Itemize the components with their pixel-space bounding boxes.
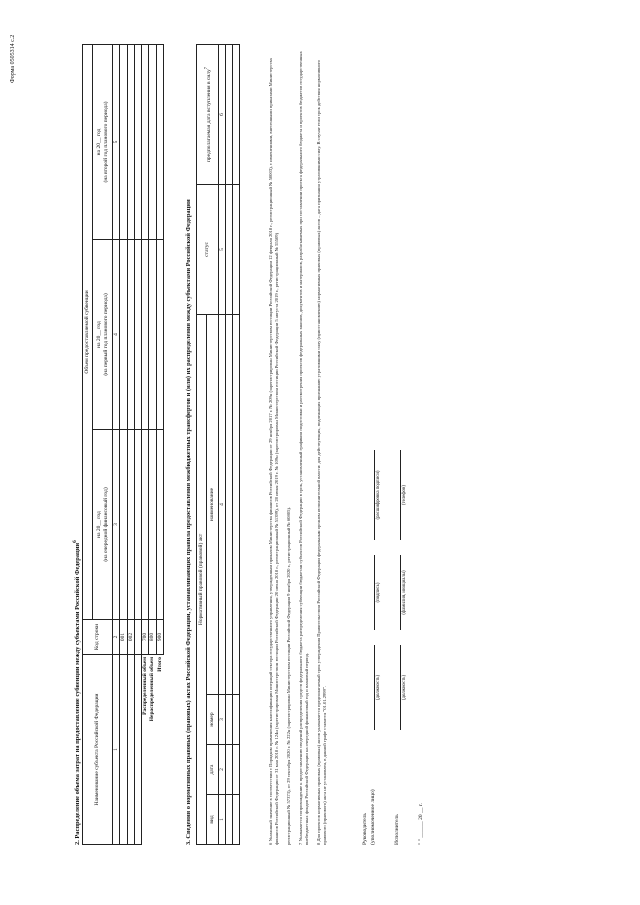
table-row: 002 xyxy=(127,44,134,844)
col-header-title: наименование xyxy=(207,314,219,694)
col-header-year1: на 20__ год (на очередной финансовый год) xyxy=(93,430,113,620)
col-header-code: Код строки xyxy=(83,620,113,655)
table-row xyxy=(134,44,141,844)
col-header-status: статус xyxy=(197,184,219,314)
executor-label: Исполнитель xyxy=(394,814,400,845)
date-line: " " ______ 20 __ г. xyxy=(418,803,424,845)
column-numbers-row: 1 2 3 4 5 6 xyxy=(219,44,226,844)
summary-row-undistributed: Нераспределенный объем 800 xyxy=(149,44,156,844)
summary-row-total: Итого 900 xyxy=(156,44,163,844)
col-header-subject: Наименование субъекта Российской Федерации xyxy=(83,655,113,845)
footnote-7: 7 Указывается сопровождение к предоставлению сведений распределения средств федерального бюджета распределения субвенции бюджетам субъектов Российской Федерации в срок, установленный графиком подготовки и рассмотрения проектов федеральных законов, документов и материалов, разрабатываемых при составлении проекта федерального бюджета и проектов бюджетов государственных внебюджетных фондов Российской Федерации на очередной финансовый год и плановый период. xyxy=(298,51,309,845)
col-header-number: номер xyxy=(207,695,219,745)
section3-table xyxy=(196,44,240,845)
caption-position: (должность) xyxy=(376,674,381,701)
section2-table xyxy=(82,44,164,845)
executor-fio-line xyxy=(400,555,401,630)
col-header-type: вид xyxy=(207,795,219,845)
caption-signature: (подпись) xyxy=(376,582,381,603)
summary-row-distributed: Распределенный объем 700 xyxy=(141,44,148,844)
table-row xyxy=(233,44,240,844)
head-sublabel: (уполномоченное лицо) xyxy=(370,789,376,845)
footnote-6: 6 Указанный значение в соответствии с Порядком применения классификации операций сектора государственного управления, утвержденным приказом Министерства финансов Российской Федерации от 29 ноября 2017 г. № 209н (зарегистрирован Министерством юстиции Российской Федерации 12 февраля 2018 г., регистрационный № 50003), с изменениями, внесенными приказами Министерства финансов Российской Федерации от 31 мая 2018 г. № 124н (зарегистрирован Министерством юстиции Российской Федерации 20 июня 2018 г., регистрационный № 51399), от 28 июня 2019 г. № 109н (зарегистрирован Министерством юстиции Российской Федерации 5 августа 2019 г., регистрационный № 55509) xyxy=(268,58,279,845)
col-header-year3: на 20__ год (на второй год планового периода) xyxy=(93,44,113,239)
head-signature-line xyxy=(374,555,375,630)
executor-position-line xyxy=(400,645,401,730)
caption-fio: (фамилия, инициалы) xyxy=(402,570,407,615)
section2-title: 2. Распределение объема затрат на предоставление субвенции между субъектами Российской Федерации$^6$ xyxy=(72,540,82,845)
table-row xyxy=(226,44,233,844)
caption-name: (расшифровка подписи) xyxy=(376,470,381,520)
head-position-line xyxy=(374,645,375,730)
footnote-8: 8 Для проектов нормативных правовых (правовых) актов указывается предполагаемый срок утверждения Правительством Российской Федерации федеральным органом исполнительной власти: для действующих, подлежащих признанию утратившими силу (приостановлению) нормативных правовых (правовых) актов – дата признания утратившими силу. В случае если срок действия нормативного правового (правового) акта не установлен, в данной графе ставится "01.01.2999". xyxy=(316,60,327,845)
executor-phone-line xyxy=(400,450,401,540)
form-code: Форма 0505314 с.2 xyxy=(10,34,16,83)
caption-executor-position: (должность) xyxy=(402,674,407,701)
section3-title: 3. Сведения о нормативных правовых (правовых) актах Российской Федерации, устанавливающих правила предоставления межбюджетных трансфертов и (или) их распределения между субъектами Российской Федерации xyxy=(185,199,192,845)
table-row: 001 xyxy=(120,44,127,844)
col-header-year2: на 20__ год (на первый год планового периода) xyxy=(93,240,113,430)
col-header-volume: Объем предоставляемой субвенции xyxy=(83,44,93,619)
caption-phone: (телефон) xyxy=(402,484,407,506)
head-name-line xyxy=(374,450,375,540)
col-header-act: Нормативный правовой (правовой) акт xyxy=(197,314,207,844)
col-header-status-date: предполагаемая дата вступления в силу$^7$ xyxy=(197,44,219,184)
col-header-date: дата xyxy=(207,745,219,795)
column-numbers-row: 1 2 3 4 5 xyxy=(113,44,120,844)
footnote-6-cont: регистрационный № 57373), от 29 сентября 2020 г. № 222н (зарегистрирован Министерством юстиции Российской Федерации 9 ноября 2020 г., регистрационный № 60805). xyxy=(286,506,291,845)
head-label: Руководитель xyxy=(362,813,368,845)
